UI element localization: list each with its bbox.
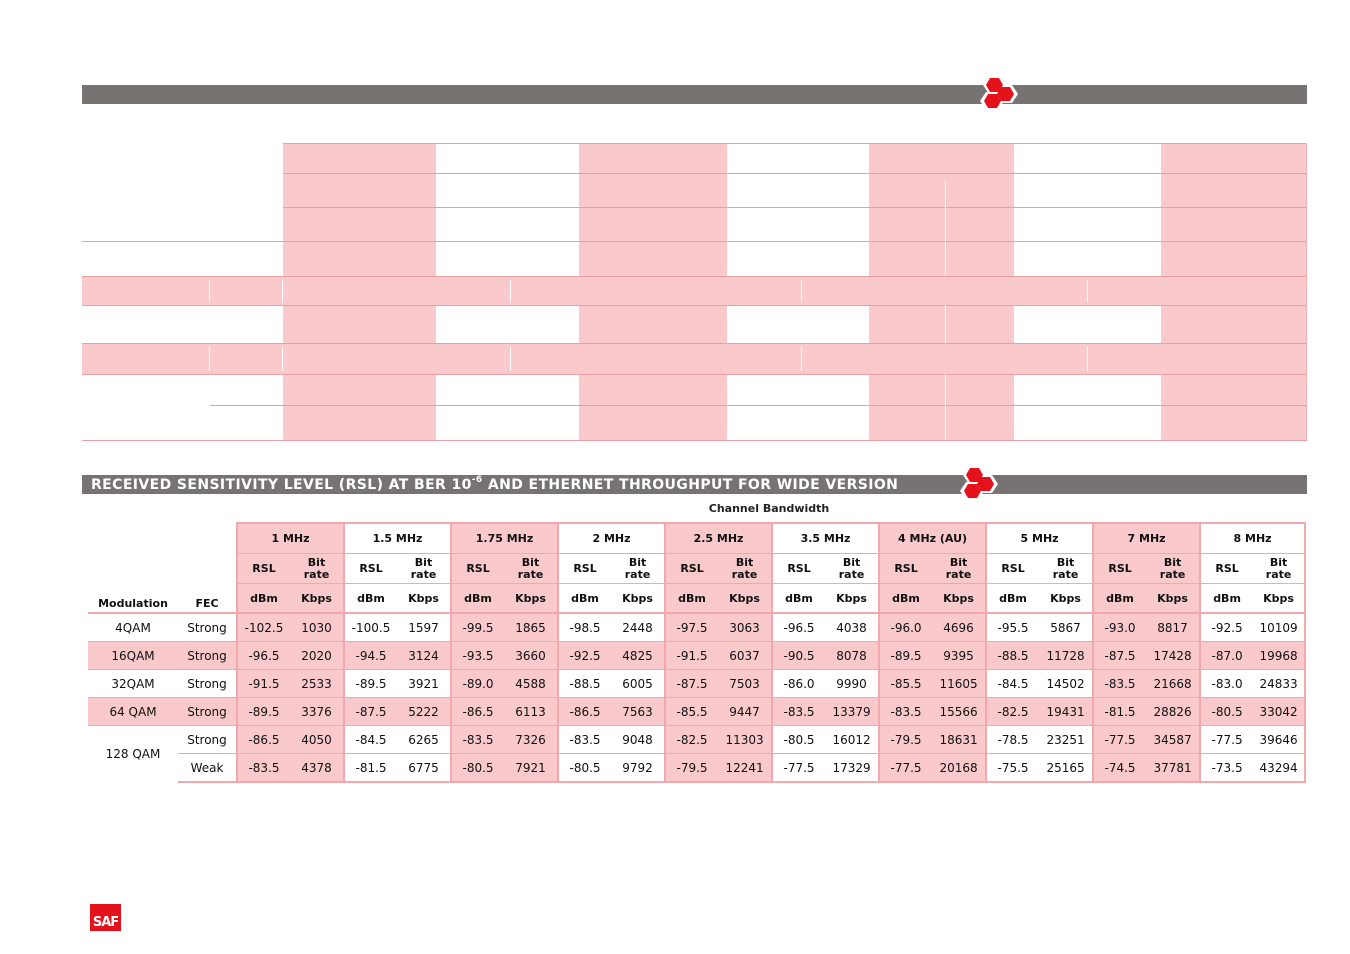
modulation-cell: 32QAM bbox=[88, 670, 178, 698]
upper-divider bbox=[510, 280, 511, 302]
bitrate-value-cell: 1597 bbox=[397, 613, 451, 642]
kbps-unit-header: Kbps bbox=[504, 584, 558, 614]
rsl-header: RSL bbox=[344, 554, 397, 584]
rsl-value-cell: -100.5 bbox=[344, 613, 397, 642]
bitrate-value-cell: 37781 bbox=[1146, 754, 1200, 783]
bitrate-value-cell: 14502 bbox=[1039, 670, 1093, 698]
bit-label: Bit bbox=[628, 555, 647, 569]
bitrate-value-cell: 5867 bbox=[1039, 613, 1093, 642]
upper-divider bbox=[209, 280, 210, 302]
rate-label: rate bbox=[624, 567, 651, 581]
bitrate-value-cell: 21668 bbox=[1146, 670, 1200, 698]
bitrate-value-cell: 7921 bbox=[504, 754, 558, 783]
bitrate-value-cell: 9792 bbox=[611, 754, 665, 783]
bitrate-value-cell: 1865 bbox=[504, 613, 558, 642]
bitrate-value-cell: 11605 bbox=[932, 670, 986, 698]
rsl-value-cell: -79.5 bbox=[665, 754, 718, 783]
fec-header: FEC bbox=[195, 597, 219, 610]
bit-rate-header bbox=[1039, 554, 1093, 584]
rsl-value-cell: -102.5 bbox=[237, 613, 290, 642]
rsl-value-cell: -82.5 bbox=[665, 726, 718, 754]
rsl-value-cell: -84.5 bbox=[986, 670, 1039, 698]
bitrate-value-cell: 11303 bbox=[718, 726, 772, 754]
fec-cell: Strong bbox=[178, 613, 237, 642]
bitrate-value-cell: 17329 bbox=[825, 754, 879, 783]
rsl-value-cell: -80.5 bbox=[451, 754, 504, 783]
upper-rule bbox=[283, 173, 1307, 174]
bit-label: Bit bbox=[521, 555, 540, 569]
section-title-exponent: -6 bbox=[471, 475, 483, 486]
bitrate-value-cell: 4038 bbox=[825, 613, 879, 642]
rsl-table-body bbox=[88, 613, 1305, 782]
rsl-value-cell: -87.5 bbox=[665, 670, 718, 698]
upper-divider bbox=[1087, 347, 1088, 371]
bitrate-value-cell: 39646 bbox=[1253, 726, 1305, 754]
upper-divider bbox=[282, 347, 283, 371]
bitrate-value-cell: 7563 bbox=[611, 698, 665, 726]
upper-divider bbox=[945, 374, 946, 440]
upper-rule bbox=[82, 241, 1307, 242]
table-row bbox=[88, 726, 1305, 754]
bit-rate-header bbox=[397, 554, 451, 584]
rsl-value-cell: -81.5 bbox=[1093, 698, 1146, 726]
table-row bbox=[88, 698, 1305, 726]
upper-divider bbox=[945, 180, 946, 276]
bitrate-value-cell: 6775 bbox=[397, 754, 451, 783]
kbps-unit-header: Kbps bbox=[825, 584, 879, 614]
table-row bbox=[88, 670, 1305, 698]
dbm-unit-header: dBm bbox=[558, 584, 611, 614]
rsl-header: RSL bbox=[772, 554, 825, 584]
bit-label: Bit bbox=[1269, 555, 1288, 569]
bitrate-value-cell: 6113 bbox=[504, 698, 558, 726]
bandwidth-5mhz-header: 5 MHz bbox=[986, 523, 1093, 554]
bitrate-value-cell: 34587 bbox=[1146, 726, 1200, 754]
bitrate-value-cell: 2448 bbox=[611, 613, 665, 642]
bit-label: Bit bbox=[1163, 555, 1182, 569]
bitrate-value-cell: 6265 bbox=[397, 726, 451, 754]
bitrate-value-cell: 18631 bbox=[932, 726, 986, 754]
rsl-value-cell: -99.5 bbox=[451, 613, 504, 642]
rsl-value-cell: -77.5 bbox=[772, 754, 825, 783]
fec-cell: Strong bbox=[178, 726, 237, 754]
rsl-value-cell: -89.5 bbox=[237, 698, 290, 726]
upper-rule bbox=[82, 343, 1307, 344]
table-row bbox=[88, 754, 1305, 783]
upper-divider bbox=[945, 305, 946, 343]
bitrate-value-cell: 7326 bbox=[504, 726, 558, 754]
upper-pink-row bbox=[82, 343, 1307, 374]
bandwidth-4mhz-au-header: 4 MHz (AU) bbox=[879, 523, 986, 554]
rsl-header: RSL bbox=[451, 554, 504, 584]
bandwidth-3-5mhz-header: 3.5 MHz bbox=[772, 523, 879, 554]
rsl-value-cell: -77.5 bbox=[1093, 726, 1146, 754]
dbm-unit-header: dBm bbox=[772, 584, 825, 614]
upper-col-block bbox=[283, 305, 436, 343]
rsl-value-cell: -92.5 bbox=[1200, 613, 1253, 642]
bitrate-value-cell: 3124 bbox=[397, 642, 451, 670]
rsl-value-cell: -85.5 bbox=[665, 698, 718, 726]
bitrate-value-cell: 5222 bbox=[397, 698, 451, 726]
section-title-text: RECEIVED SENSITIVITY LEVEL (RSL) AT BER 10 bbox=[91, 477, 472, 493]
rsl-value-cell: -89.5 bbox=[879, 642, 932, 670]
bandwidth-1mhz-header: 1 MHz bbox=[237, 523, 344, 554]
kbps-unit-header: Kbps bbox=[290, 584, 344, 614]
rsl-value-cell: -86.5 bbox=[558, 698, 611, 726]
kbps-unit-header: Kbps bbox=[397, 584, 451, 614]
rsl-value-cell: -96.0 bbox=[879, 613, 932, 642]
kbps-unit-header: Kbps bbox=[611, 584, 665, 614]
bit-rate-header bbox=[290, 554, 344, 584]
dbm-unit-header: dBm bbox=[1093, 584, 1146, 614]
dbm-unit-header: dBm bbox=[986, 584, 1039, 614]
rsl-throughput-table bbox=[88, 522, 1306, 783]
bit-label: Bit bbox=[307, 555, 326, 569]
rate-label: rate bbox=[1159, 567, 1186, 581]
upper-divider bbox=[1087, 280, 1088, 302]
rsl-header: RSL bbox=[665, 554, 718, 584]
bitrate-value-cell: 9447 bbox=[718, 698, 772, 726]
rsl-value-cell: -73.5 bbox=[1200, 754, 1253, 783]
bitrate-value-cell: 2533 bbox=[290, 670, 344, 698]
upper-col-block bbox=[579, 374, 727, 440]
bit-label: Bit bbox=[949, 555, 968, 569]
bandwidth-header-row bbox=[88, 523, 1305, 554]
dbm-unit-header: dBm bbox=[344, 584, 397, 614]
rsl-header: RSL bbox=[558, 554, 611, 584]
rsl-value-cell: -83.5 bbox=[237, 754, 290, 783]
bitrate-value-cell: 6005 bbox=[611, 670, 665, 698]
kbps-unit-header: Kbps bbox=[1146, 584, 1200, 614]
upper-col-block bbox=[1161, 143, 1307, 276]
bitrate-value-cell: 7503 bbox=[718, 670, 772, 698]
rsl-value-cell: -88.5 bbox=[558, 670, 611, 698]
bitrate-value-cell: 9395 bbox=[932, 642, 986, 670]
bandwidth-1-75mhz-header: 1.75 MHz bbox=[451, 523, 558, 554]
rsl-header: RSL bbox=[1093, 554, 1146, 584]
upper-col-block bbox=[869, 143, 1014, 276]
bit-label: Bit bbox=[1056, 555, 1075, 569]
upper-col-block bbox=[579, 305, 727, 343]
bandwidth-2-5mhz-header: 2.5 MHz bbox=[665, 523, 772, 554]
rsl-value-cell: -86.0 bbox=[772, 670, 825, 698]
bit-rate-header bbox=[932, 554, 986, 584]
rsl-value-cell: -98.5 bbox=[558, 613, 611, 642]
bitrate-value-cell: 4050 bbox=[290, 726, 344, 754]
rsl-value-cell: -86.5 bbox=[237, 726, 290, 754]
bit-rate-header bbox=[718, 554, 772, 584]
rsl-value-cell: -79.5 bbox=[879, 726, 932, 754]
rsl-value-cell: -83.5 bbox=[879, 698, 932, 726]
bitrate-value-cell: 19431 bbox=[1039, 698, 1093, 726]
hexagon-logo-icon bbox=[960, 466, 1004, 502]
channel-bandwidth-label: Channel Bandwidth bbox=[708, 502, 830, 515]
rsl-value-cell: -91.5 bbox=[665, 642, 718, 670]
upper-rule bbox=[82, 305, 1307, 306]
rsl-value-cell: -83.0 bbox=[1200, 670, 1253, 698]
rsl-value-cell: -96.5 bbox=[772, 613, 825, 642]
rsl-value-cell: -89.5 bbox=[344, 670, 397, 698]
bitrate-value-cell: 8078 bbox=[825, 642, 879, 670]
dbm-unit-header: dBm bbox=[665, 584, 718, 614]
bitrate-value-cell: 4588 bbox=[504, 670, 558, 698]
table-row bbox=[88, 642, 1305, 670]
table-row bbox=[88, 613, 1305, 642]
rsl-value-cell: -80.5 bbox=[772, 726, 825, 754]
upper-divider bbox=[801, 347, 802, 371]
bitrate-value-cell: 8817 bbox=[1146, 613, 1200, 642]
rate-label: rate bbox=[1265, 567, 1292, 581]
bitrate-value-cell: 24833 bbox=[1253, 670, 1305, 698]
unit-header-row bbox=[88, 584, 1305, 614]
rate-label: rate bbox=[517, 567, 544, 581]
bit-label: Bit bbox=[414, 555, 433, 569]
modulation-cell: 64 QAM bbox=[88, 698, 178, 726]
bit-rate-header bbox=[1253, 554, 1305, 584]
rsl-value-cell: -78.5 bbox=[986, 726, 1039, 754]
bitrate-value-cell: 12241 bbox=[718, 754, 772, 783]
upper-rule bbox=[82, 374, 1307, 375]
rsl-value-cell: -84.5 bbox=[344, 726, 397, 754]
upper-spec-table bbox=[0, 0, 1350, 460]
upper-col-block bbox=[869, 374, 1014, 440]
rate-label: rate bbox=[838, 567, 865, 581]
rsl-value-cell: -85.5 bbox=[879, 670, 932, 698]
section-title bbox=[91, 476, 898, 494]
upper-rule bbox=[283, 143, 1307, 144]
bitrate-value-cell: 23251 bbox=[1039, 726, 1093, 754]
rsl-bitrate-header-row bbox=[88, 554, 1305, 584]
rsl-header: RSL bbox=[1200, 554, 1253, 584]
rsl-value-cell: -83.5 bbox=[1093, 670, 1146, 698]
bandwidth-2mhz-header: 2 MHz bbox=[558, 523, 665, 554]
bitrate-value-cell: 1030 bbox=[290, 613, 344, 642]
rsl-value-cell: -77.5 bbox=[1200, 726, 1253, 754]
rsl-header: RSL bbox=[986, 554, 1039, 584]
rsl-value-cell: -81.5 bbox=[344, 754, 397, 783]
bitrate-value-cell: 3376 bbox=[290, 698, 344, 726]
rsl-value-cell: -94.5 bbox=[344, 642, 397, 670]
rate-label: rate bbox=[945, 567, 972, 581]
bandwidth-1-5mhz-header: 1.5 MHz bbox=[344, 523, 451, 554]
upper-col-block bbox=[283, 374, 436, 440]
rsl-value-cell: -86.5 bbox=[451, 698, 504, 726]
bitrate-value-cell: 13379 bbox=[825, 698, 879, 726]
upper-border-right bbox=[1306, 143, 1307, 440]
rsl-value-cell: -90.5 bbox=[772, 642, 825, 670]
bitrate-value-cell: 17428 bbox=[1146, 642, 1200, 670]
bit-label: Bit bbox=[735, 555, 754, 569]
rsl-value-cell: -74.5 bbox=[1093, 754, 1146, 783]
bitrate-value-cell: 43294 bbox=[1253, 754, 1305, 783]
bit-label: Bit bbox=[842, 555, 861, 569]
rsl-value-cell: -83.5 bbox=[451, 726, 504, 754]
modulation-cell: 4QAM bbox=[88, 613, 178, 642]
rsl-value-cell: -87.5 bbox=[344, 698, 397, 726]
modulation-cell: 16QAM bbox=[88, 642, 178, 670]
bitrate-value-cell: 6037 bbox=[718, 642, 772, 670]
dbm-unit-header: dBm bbox=[1200, 584, 1253, 614]
upper-rule bbox=[82, 276, 1307, 277]
fec-cell: Strong bbox=[178, 698, 237, 726]
fec-cell: Weak bbox=[178, 754, 237, 783]
upper-col-block bbox=[1161, 374, 1307, 440]
bitrate-value-cell: 28826 bbox=[1146, 698, 1200, 726]
upper-col-block bbox=[869, 305, 1014, 343]
upper-col-block bbox=[283, 143, 436, 276]
rsl-value-cell: -82.5 bbox=[986, 698, 1039, 726]
bitrate-value-cell: 19968 bbox=[1253, 642, 1305, 670]
upper-divider bbox=[801, 280, 802, 302]
kbps-unit-header: Kbps bbox=[1039, 584, 1093, 614]
upper-divider bbox=[209, 347, 210, 371]
rate-label: rate bbox=[731, 567, 758, 581]
upper-pink-row bbox=[82, 276, 1307, 305]
bitrate-value-cell: 33042 bbox=[1253, 698, 1305, 726]
rsl-value-cell: -91.5 bbox=[237, 670, 290, 698]
rsl-value-cell: -83.5 bbox=[772, 698, 825, 726]
dbm-unit-header: dBm bbox=[451, 584, 504, 614]
saf-logo bbox=[90, 904, 121, 931]
bitrate-value-cell: 15566 bbox=[932, 698, 986, 726]
rsl-value-cell: -92.5 bbox=[558, 642, 611, 670]
bitrate-value-cell: 3921 bbox=[397, 670, 451, 698]
upper-divider bbox=[510, 347, 511, 371]
bitrate-value-cell: 3063 bbox=[718, 613, 772, 642]
bitrate-value-cell: 2020 bbox=[290, 642, 344, 670]
dbm-unit-header: dBm bbox=[879, 584, 932, 614]
rsl-value-cell: -75.5 bbox=[986, 754, 1039, 783]
kbps-unit-header: Kbps bbox=[718, 584, 772, 614]
modulation-header: Modulation bbox=[88, 523, 178, 613]
rate-label: rate bbox=[1052, 567, 1079, 581]
bandwidth-7mhz-header: 7 MHz bbox=[1093, 523, 1200, 554]
dbm-unit-header: dBm bbox=[237, 584, 290, 614]
kbps-unit-header: Kbps bbox=[932, 584, 986, 614]
bit-rate-header bbox=[504, 554, 558, 584]
saf-logo-text: SAF bbox=[92, 915, 119, 930]
upper-rule bbox=[210, 405, 1307, 406]
rate-label: rate bbox=[303, 567, 330, 581]
rsl-header: RSL bbox=[237, 554, 290, 584]
kbps-unit-header: Kbps bbox=[1253, 584, 1305, 614]
bitrate-value-cell: 4825 bbox=[611, 642, 665, 670]
section-title-text-after: AND ETHERNET THROUGHPUT FOR WIDE VERSION bbox=[482, 477, 899, 493]
bitrate-value-cell: 9990 bbox=[825, 670, 879, 698]
bitrate-value-cell: 9048 bbox=[611, 726, 665, 754]
rsl-value-cell: -83.5 bbox=[558, 726, 611, 754]
modulation-cell: 128 QAM bbox=[88, 726, 178, 783]
bit-rate-header bbox=[611, 554, 665, 584]
upper-divider bbox=[282, 280, 283, 302]
rsl-value-cell: -80.5 bbox=[1200, 698, 1253, 726]
bitrate-value-cell: 3660 bbox=[504, 642, 558, 670]
rsl-value-cell: -97.5 bbox=[665, 613, 718, 642]
rsl-value-cell: -89.0 bbox=[451, 670, 504, 698]
rsl-value-cell: -80.5 bbox=[558, 754, 611, 783]
rsl-value-cell: -96.5 bbox=[237, 642, 290, 670]
bit-rate-header bbox=[825, 554, 879, 584]
rsl-value-cell: -88.5 bbox=[986, 642, 1039, 670]
rsl-value-cell: -93.0 bbox=[1093, 613, 1146, 642]
bit-rate-header bbox=[1146, 554, 1200, 584]
upper-col-block bbox=[1161, 305, 1307, 343]
rsl-value-cell: -87.0 bbox=[1200, 642, 1253, 670]
rsl-value-cell: -77.5 bbox=[879, 754, 932, 783]
rate-label: rate bbox=[410, 567, 437, 581]
bitrate-value-cell: 11728 bbox=[1039, 642, 1093, 670]
upper-rule bbox=[283, 207, 1307, 208]
bitrate-value-cell: 20168 bbox=[932, 754, 986, 783]
upper-col-block bbox=[579, 143, 727, 276]
bitrate-value-cell: 4378 bbox=[290, 754, 344, 783]
bitrate-value-cell: 16012 bbox=[825, 726, 879, 754]
rsl-value-cell: -87.5 bbox=[1093, 642, 1146, 670]
rsl-value-cell: -93.5 bbox=[451, 642, 504, 670]
upper-rule bbox=[82, 440, 1307, 441]
bitrate-value-cell: 25165 bbox=[1039, 754, 1093, 783]
fec-cell: Strong bbox=[178, 670, 237, 698]
fec-cell: Strong bbox=[178, 642, 237, 670]
bitrate-value-cell: 10109 bbox=[1253, 613, 1305, 642]
bandwidth-8mhz-header: 8 MHz bbox=[1200, 523, 1305, 554]
rsl-value-cell: -95.5 bbox=[986, 613, 1039, 642]
rsl-header: RSL bbox=[879, 554, 932, 584]
bitrate-value-cell: 4696 bbox=[932, 613, 986, 642]
